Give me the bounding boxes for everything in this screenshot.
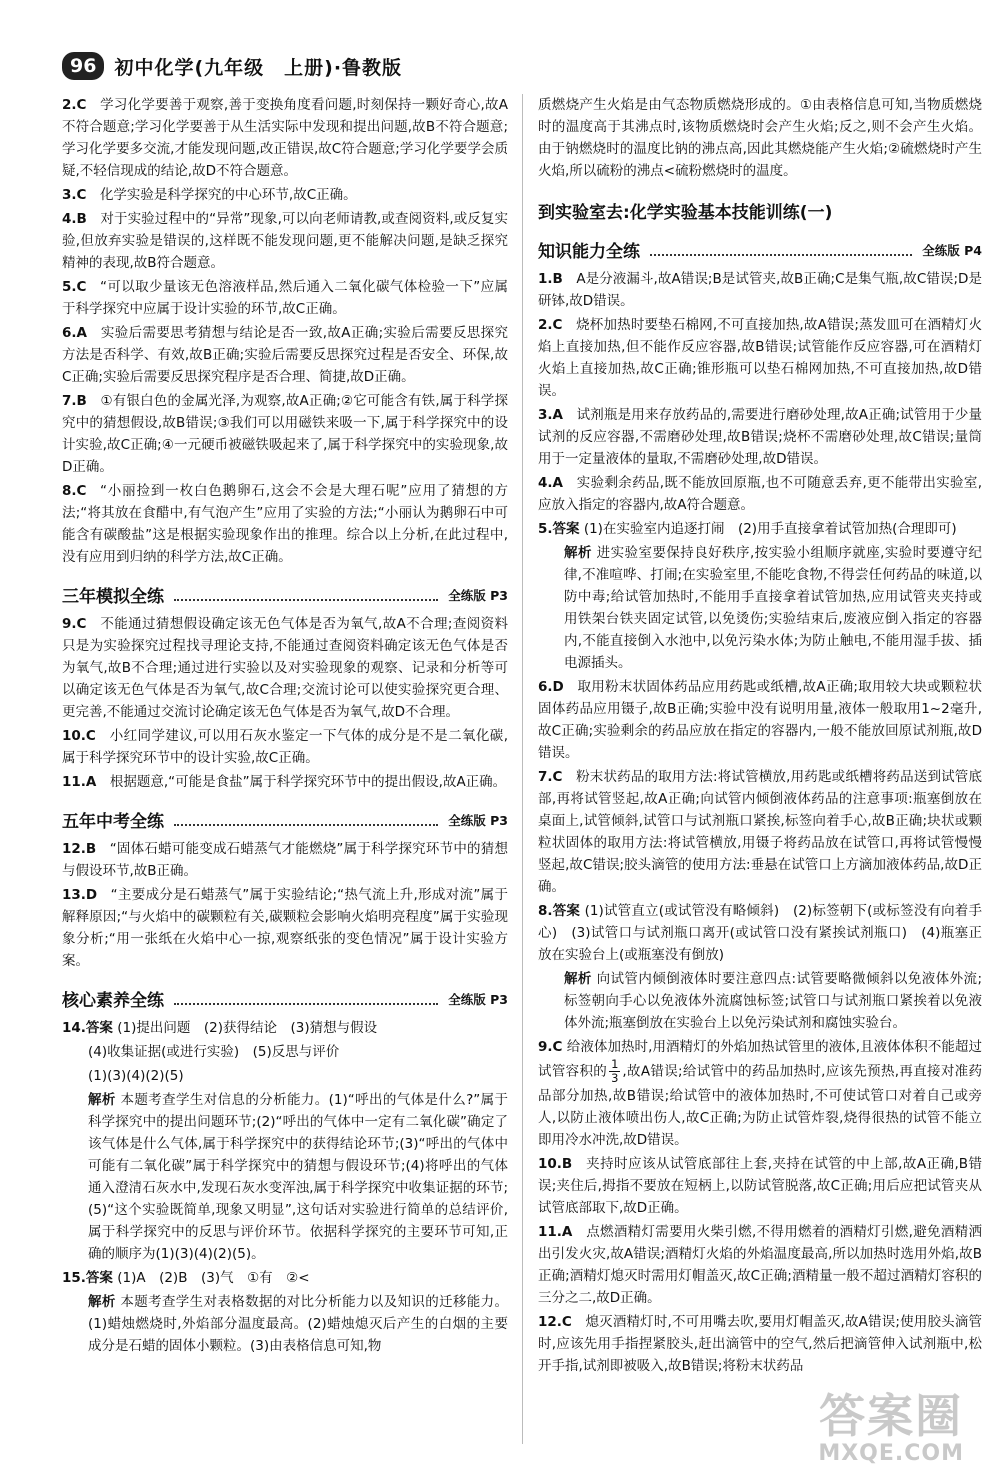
answer-item <box>538 472 982 516</box>
item-number: 1.B <box>538 271 563 287</box>
section-page-ref: 全练版 P3 <box>448 991 508 1007</box>
item-number: 5.答案 <box>538 521 580 537</box>
item-number: 8.答案 <box>538 903 581 919</box>
section-page-ref: 全练版 P3 <box>448 587 508 603</box>
item-number: 9.C <box>62 616 87 632</box>
item-text: 实验剩余药品,既不能放回原瓶,也不可随意丢弃,更不能带出实验室,应放入指定的容器内,故A符合题意。 <box>538 475 982 513</box>
answer-item <box>62 390 508 478</box>
item-number: 5.C <box>62 279 87 295</box>
item-number: 11.A <box>538 1224 573 1240</box>
item-text: 熄灭酒精灯时,不可用嘴去吹,要用灯帽盖灭,故A错误;使用胶头滴管时,应该先用手指捏紧胶头,赶出滴管中的空气,然后把滴管伸入试剂瓶中,松开手指,试剂即被吸入,故B错误;将粉末状药品 <box>538 1314 982 1374</box>
item-answer: (1)提出问题 (2)获得结论 (3)猜想与假设 <box>117 1020 378 1036</box>
item-text: 小红同学建议,可以用石灰水鉴定一下气体的成分是不是二氧化碳,属于科学探究环节中的设计实验,故C正确。 <box>62 728 508 766</box>
fraction <box>609 1058 620 1085</box>
item-number: 13.D <box>62 887 98 903</box>
section-dots <box>174 814 438 826</box>
item-text: 试剂瓶是用来存放药品的,需要进行磨砂处理,故A正确;试管用于少量试剂的反应容器,不需磨砂处理,故B错误;烧杯不需磨砂处理,故C错误;量筒用于一定量液体的量取,不需磨砂处理,故D错误。 <box>538 407 982 467</box>
item-text: 实验后需要思考猜想与结论是否一致,故A正确;实验后需要反思探究方法是否科学、有效,故B正确;实验后需要反思探究过程是否安全、环保,故C正确;实验后需要反思探究程序是否合理、简捷,故D正确。 <box>62 325 508 385</box>
answer-item <box>538 404 982 470</box>
answer-list <box>62 838 508 972</box>
item-analysis <box>62 1291 508 1357</box>
fraction-numerator: 1 <box>611 1057 619 1071</box>
answer-item-15 <box>62 1267 508 1289</box>
item-text: “主要成分是石蜡蒸气”属于实验结论;“热气流上升,形成对流”属于解释原因;“与火焰中的碳颗粒有关,碳颗粒会影响火焰明亮程度”属于实验现象分析;“用一张纸在火焰中心一掠,观察纸张的变色情况”属于设计实验方案。 <box>62 887 508 969</box>
analysis-label: 解析 <box>88 1294 116 1310</box>
item-text: “固体石蜡可能变成石蜡蒸气才能燃烧”属于科学探究环节中的猜想与假设环节,故B正确。 <box>62 841 508 879</box>
item-text: “可以取少量该无色溶液样品,然后通入二氧化碳气体检验一下”应属于科学探究中应属于设计实验的环节,故C正确。 <box>62 279 508 317</box>
answer-item <box>62 184 508 206</box>
answer-item <box>538 676 982 764</box>
section-dots <box>650 244 912 256</box>
item-answer-line: (4)收集证据(或进行实验) (5)反思与评价 <box>88 1044 340 1060</box>
item-answer-line: (1)(3)(4)(2)(5) <box>88 1068 184 1084</box>
item-number: 9.C <box>538 1039 563 1055</box>
item-number: 7.C <box>538 769 563 785</box>
answer-item <box>62 771 508 793</box>
item-text: “小丽捡到一枚白色鹅卵石,这会不会是大理石呢”应用了猜想的方法;“将其放在食醋中,有气泡产生”应用了实验的方法;“小丽认为鹅卵石中可能含有碳酸盐”这是根据实验现象作出的推理。综合以上分析,在此过程中,没有应用到归纳的科学方法,故C正确。 <box>62 483 508 565</box>
section-dots <box>174 993 438 1005</box>
answer-item-8 <box>538 900 982 966</box>
item-answer: (1)试管直立(或试管没有略倾斜) (2)标签朝下(或标签没有向着手心) (3)试管口与试剂瓶口离开(或试管口没有紧挨试剂瓶口) (4)瓶塞正放在实验台上(或瓶塞没有倒放) <box>538 903 982 963</box>
section-header-hexin <box>62 986 508 1011</box>
section-header-wunian <box>62 807 508 832</box>
item-analysis <box>62 1089 508 1265</box>
analysis-text: 本题考查学生对信息的分析能力。(1)“呼出的气体是什么?”属于科学探究中的提出问题环节;(2)“呼出的气体中一定有二氧化碳”确定了该气体是什么气体,属于科学探究中的获得结论环节;(3)“呼出的气体中可能有二氧化碳”属于科学探究中的猜想与假设环节;(4)将呼出的气体通入澄清石灰水中,发现石灰水变浑浊,属于科学探究中收集证据的环节;(5)“这个实验既简单,现象又明显”,这句话对实验进行简单的总结评价,属于科学探究中的反思与评价环节。依据科学探究的主要环节可知,正确的顺序为(1)(3)(4)(2)(5)。 <box>88 1092 509 1262</box>
item-analysis <box>538 542 982 674</box>
item-number: 3.A <box>538 407 563 423</box>
analysis-text: 进实验室要保持良好秩序,按实验小组顺序就座,实验时要遵守纪律,不准喧哗、打闹;在实验室里,不能吃食物,不得尝任何药品的味道,以防中毒;给试管加热时,不能用手直接拿着试管加热,应用试管夹夹持或用铁架台铁夹固定试管,以免烫伤;实验结束后,废液应倒入指定的容器内,不能直接倒入水池中,以免污染水体;为防止触电,不能用湿手拔、插电源插头。 <box>564 545 982 671</box>
section-header-zhishi <box>538 237 982 262</box>
item-answer: (1)在实验室内追逐打闹 (2)用手直接拿着试管加热(合理即可) <box>583 521 957 537</box>
answer-item <box>538 314 982 402</box>
item-number: 14.答案 <box>62 1020 113 1036</box>
answer-item <box>62 276 508 320</box>
section-title: 知识能力全练 <box>538 242 640 262</box>
item-number: 12.B <box>62 841 97 857</box>
item-number: 8.C <box>62 483 87 499</box>
item-answer: (1)A (2)B (3)气 ①有 ②< <box>117 1270 310 1286</box>
answer-item <box>538 1311 982 1377</box>
answer-item <box>538 268 982 312</box>
item-text: A是分液漏斗,故A错误;B是试管夹,故B正确;C是集气瓶,故C错误;D是研钵,故D错误。 <box>538 271 982 309</box>
section-page-ref: 全练版 P4 <box>922 242 982 258</box>
item-text: 对于实验过程中的“异常”现象,可以向老师请教,或查阅资料,或反复实验,但放弃实验是错误的,这样既不能发现问题,更不能解决问题,是缺乏探究精神的表现,故B符合题意。 <box>62 211 508 271</box>
lesson-title: 到实验室去:化学实验基本技能训练(一) <box>538 203 833 223</box>
continued-text: 质燃烧产生火焰是由气态物质燃烧形成的。①由表格信息可知,当物质燃烧时的温度高于其沸点时,该物质燃烧时会产生火焰;反之,则不会产生火焰。由于钠燃烧时的温度比钠的沸点高,因此其燃烧能产生火焰;②硫燃烧时产生火焰,所以硫粉的沸点<硫粉燃烧时的温度。 <box>538 97 982 179</box>
answer-list <box>62 613 508 793</box>
answer-item <box>538 766 982 898</box>
item-analysis <box>538 968 982 1034</box>
analysis-text: 本题考查学生对表格数据的对比分析能力以及知识的迁移能力。(1)蜡烛燃烧时,外焰部分温度最高。(2)蜡烛熄灭后产生的白烟的主要成分是石蜡的固体小颗粒。(3)由表格信息可知,物 <box>88 1294 509 1354</box>
item-number: 6.D <box>538 679 564 695</box>
item-number: 7.B <box>62 393 87 409</box>
answer-item-14 <box>62 1017 508 1039</box>
item-number: 2.C <box>538 317 563 333</box>
watermark-url: MXQE.COM <box>818 1441 964 1466</box>
page-header <box>62 46 402 86</box>
book-title: 初中化学(九年级 上册)·鲁教版 <box>114 56 403 79</box>
item-number: 10.C <box>62 728 96 744</box>
item-text: 化学实验是科学探究的中心环节,故C正确。 <box>99 187 357 203</box>
item-number: 4.B <box>62 211 87 227</box>
answer-list <box>538 268 982 516</box>
page-number: 96 <box>62 52 104 80</box>
section-title: 核心素养全练 <box>62 991 164 1011</box>
item-number: 10.B <box>538 1156 573 1172</box>
watermark-logo <box>818 1391 964 1466</box>
answer-list <box>62 94 508 568</box>
answer-item <box>62 322 508 388</box>
left-column <box>62 94 508 1359</box>
answer-item <box>62 613 508 723</box>
item-number: 3.C <box>62 187 87 203</box>
item-text: ①有银白色的金属光泽,为观察,故A正确;②它可能含有铁,属于科学探究中的猜想假设,故B错误;③我们可以用磁铁来吸一下,属于科学探究中的设计实验,故C正确;④一元硬币被磁铁吸起来了,属于科学探究中的实验现象,故D正确。 <box>62 393 508 475</box>
fraction-denominator: 3 <box>611 1071 619 1085</box>
section-header-sanian <box>62 582 508 607</box>
answer-item <box>62 838 508 882</box>
analysis-label: 解析 <box>564 971 592 987</box>
item-text: 粉末状药品的取用方法:将试管横放,用药匙或纸槽将药品送到试管底部,再将试管竖起,故A正确;向试管内倾倒液体药品的注意事项:瓶塞倒放在桌面上,试管倾斜,试管口与试剂瓶口紧挨,标签向着手心,故B正确;块状或颗粒状固体的取用方法:将试管横放,用镊子将药品放在试管口,再将试管慢慢竖起,故C错误;胶头滴管的使用方法:垂悬在试管口上方滴加液体药品,故D正确。 <box>538 769 982 895</box>
section-title: 五年中考全练 <box>62 812 164 832</box>
answer-item <box>62 725 508 769</box>
answer-item <box>62 480 508 568</box>
answer-item <box>538 1221 982 1309</box>
item-text: 烧杯加热时要垫石棉网,不可直接加热,故A错误;蒸发皿可在酒精灯火焰上直接加热,但不能作反应容器,故B错误;试管能作反应容器,可在酒精灯火焰上直接加热,故C正确;锥形瓶可以垫石棉网加热,不可直接加热,故D错误。 <box>538 317 982 399</box>
answer-list <box>538 1153 982 1377</box>
item-text: 点燃酒精灯需要用火柴引燃,不得用燃着的酒精灯引燃,避免酒精洒出引发火灾,故A错误;酒精灯火焰的外焰温度最高,所以加热时选用外焰,故B正确;酒精灯熄灭时需用灯帽盖灭,故C正确;酒精量一般不超过酒精灯容积的三分之二,故D正确。 <box>538 1224 982 1306</box>
answer-item <box>62 208 508 274</box>
analysis-text: 向试管内倾倒液体时要注意四点:试管要略微倾斜以免液体外流;标签朝向手心以免液体外流腐蚀标签;试管口与试剂瓶口紧挨着以免液体外流;瓶塞倒放在实验台上以免污染试剂和腐蚀实验台。 <box>564 971 983 1031</box>
item-text: 根据题意,“可能是食盐”属于科学探究环节中的提出假设,故A正确。 <box>109 774 507 790</box>
column-divider <box>522 94 523 1444</box>
answer-item <box>62 94 508 182</box>
item-number: 6.A <box>62 325 87 341</box>
section-dots <box>174 589 438 601</box>
section-title: 三年模拟全练 <box>62 587 164 607</box>
analysis-label: 解析 <box>564 545 592 561</box>
item-number: 11.A <box>62 774 97 790</box>
right-column <box>538 94 982 1379</box>
item-text: ,故A错误;给试管中的药品加热时,应该先预热,再直接对准药品部分加热,故B错误;给试管中的液体加热时,不可使试管口对着自己或旁人,以防止液体喷出伤人,故C正确;为防止试管炸裂,烧得很热的试管不能立即用冷水冲洗,故D错误。 <box>538 1063 982 1148</box>
item-text: 不能通过猜想假设确定该无色气体是否为氧气,故A不合理;查阅资料只是为实验探究过程找寻理论支持,不能通过查阅资料确定该无色气体是否为氧气,故B不合理;通过进行实验以及对实验现象的观察、记录和分析等可以确定该无色气体是否为氧气,故C合理;交流讨论可以使实验探究更合理、更完善,不能通过交流讨论确定该无色气体是否为氧气,故D不合理。 <box>62 616 508 720</box>
answer-item <box>62 884 508 972</box>
watermark-logo-text: 答案圈 <box>819 1389 964 1443</box>
item-text: 给液体加热时,用酒精灯的外焰加热试管里的液体,且液体体积不能超过试管容积的 <box>538 1039 982 1080</box>
section-page-ref: 全练版 P3 <box>448 812 508 828</box>
answer-item-9 <box>538 1036 982 1151</box>
item-text: 夹持时应该从试管底部往上套,夹持在试管的中上部,故A正确,B错误;夹住后,拇指不要放在短柄上,以防试管脱落,故C正确;用后应把试管夹从试管底部取下,故D正确。 <box>538 1156 982 1216</box>
item-number: 12.C <box>538 1314 572 1330</box>
item-text: 学习化学要善于观察,善于变换角度看问题,时刻保持一颗好奇心,故A不符合题意;学习化学要善于从生活实际中发现和提出问题,故B不符合题意;学习化学要多交流,才能发现问题,改正错误,故C符合题意;学习化学要学会质疑,不轻信现成的结论,故D不符合题意。 <box>62 97 508 179</box>
item-number: 4.A <box>538 475 563 491</box>
item-number: 2.C <box>62 97 87 113</box>
answer-list <box>538 676 982 898</box>
item-text: 取用粉末状固体药品应用药匙或纸槽,故A正确;取用较大块或颗粒状固体药品应用镊子,故B正确;实验中没有说明用量,液体一般取用1~2毫升,故C正确;实验剩余的药品应放在指定的容器内,一般不能放回原试剂瓶,故D错误。 <box>538 679 982 761</box>
answer-item-5 <box>538 518 982 540</box>
analysis-label: 解析 <box>88 1092 116 1108</box>
item-number: 15.答案 <box>62 1270 113 1286</box>
answer-item <box>538 1153 982 1219</box>
